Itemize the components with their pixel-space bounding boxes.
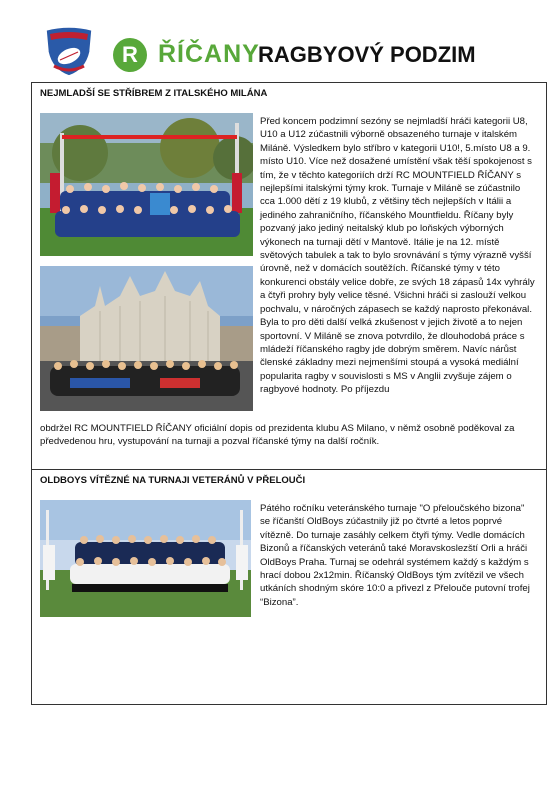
article-body-side: Pátého ročníku veteránského turnaje "O přeloučského bizona" se říčanští OldBoys zúčastnily již po čtvrté a letos poprvé vítězně. Do turnaje zasáhly celkem čtyři týmy. Vedle domácích Bizonů a říčanských veteránů také Moravskoslezští Orli a hráči OldBoys Praha. Turnaj se odehrál systémem každý s každým s hrací dobou 2x12min. Říčanský OldBoys tým zvítězil ve všech utkáních shodným skóre 10:0 a přivezl z Přelouče putovní trofej “Bizona”. [260,503,530,608]
photo-kids-team-field [40,113,253,256]
city-logo-badge: R [113,38,147,72]
article-body-full: obdržel RC MOUNTFIELD ŘÍČANY oficiální dopis od prezidenta klubu AS Milano, v němž osobně poděkoval za předvedenou hru, vystupování na turnaji a pozval říčanské týmy na další ročník. [40,423,515,448]
article-oldboys [31,469,547,705]
rugby-club-logo [40,26,98,78]
page-title: RAGBYOVÝ PODZIM [258,42,476,67]
page-header [0,0,558,82]
article-milano [31,82,547,469]
photo-milan-cathedral [40,266,253,411]
city-name: ŘÍČANY [158,40,260,68]
photo-oldboys-team [40,500,251,617]
article-title: OLDBOYS VÍTĚZNÉ NA TURNAJI VETERÁNŮ V PŘELOUČI [40,475,306,486]
article-title: NEJMLADŠÍ SE STŘÍBREM Z ITALSKÉHO MILÁNA [40,88,268,99]
article-body-side: Před koncem podzimní sezóny se nejmladší hráči kategorii U8, U10 a U12 zúčastnili výborně obsazeného turnaje v italském Miláně. Výsledkem bylo stříbro v kategorii U10!, 5.místo U8 a 9. místo U10. Více než dosažené umístění však těší spokojenost s tím, že v těchto kategoriích drží RC MOUNTFIELD ŘÍČANY s nejlepšími italskými týmy krok. Turnaje v Miláně se zúčastnilo cca 1.000 dětí z 19 klubů, z většiny těch nejlepších v Itálii a jediného zahraničního, říčanského Mountfieldu. Říčany byly pozvaný jako jediný neitalský klub po loňských výborných výkonech na turnaji dětí v Mantově. Itálie je na 12. místě světových tabulek a tak to bylo srovnávání s týmy výrazně vyšší úrovně, než v domácích soutěžích. Říčanské týmy v této konkurenci obstály velice dobře, ze svých 18 zápasů 14x vyhrály a čtyři prohry byly velice těsné. Všichni hráči si zaslouží velkou pochvalu, v náročných zápasech se každý naprosto překonával. Byla to pro děti další velká zkušenost v jejich životě a to nejen sportovní. V Miláně se znova potvrdilo, že dlouhodobá práce s mládeží říčanského ragby jde dobrým směrem. Navíc nárůst členské základny mezi nejmenšími stoupá a vysoká mediální popularita ragby v souvislosti s MS v Anglii zvyšuje zájem o ragbyové hodnoty. Po příjezdu [260,116,535,396]
